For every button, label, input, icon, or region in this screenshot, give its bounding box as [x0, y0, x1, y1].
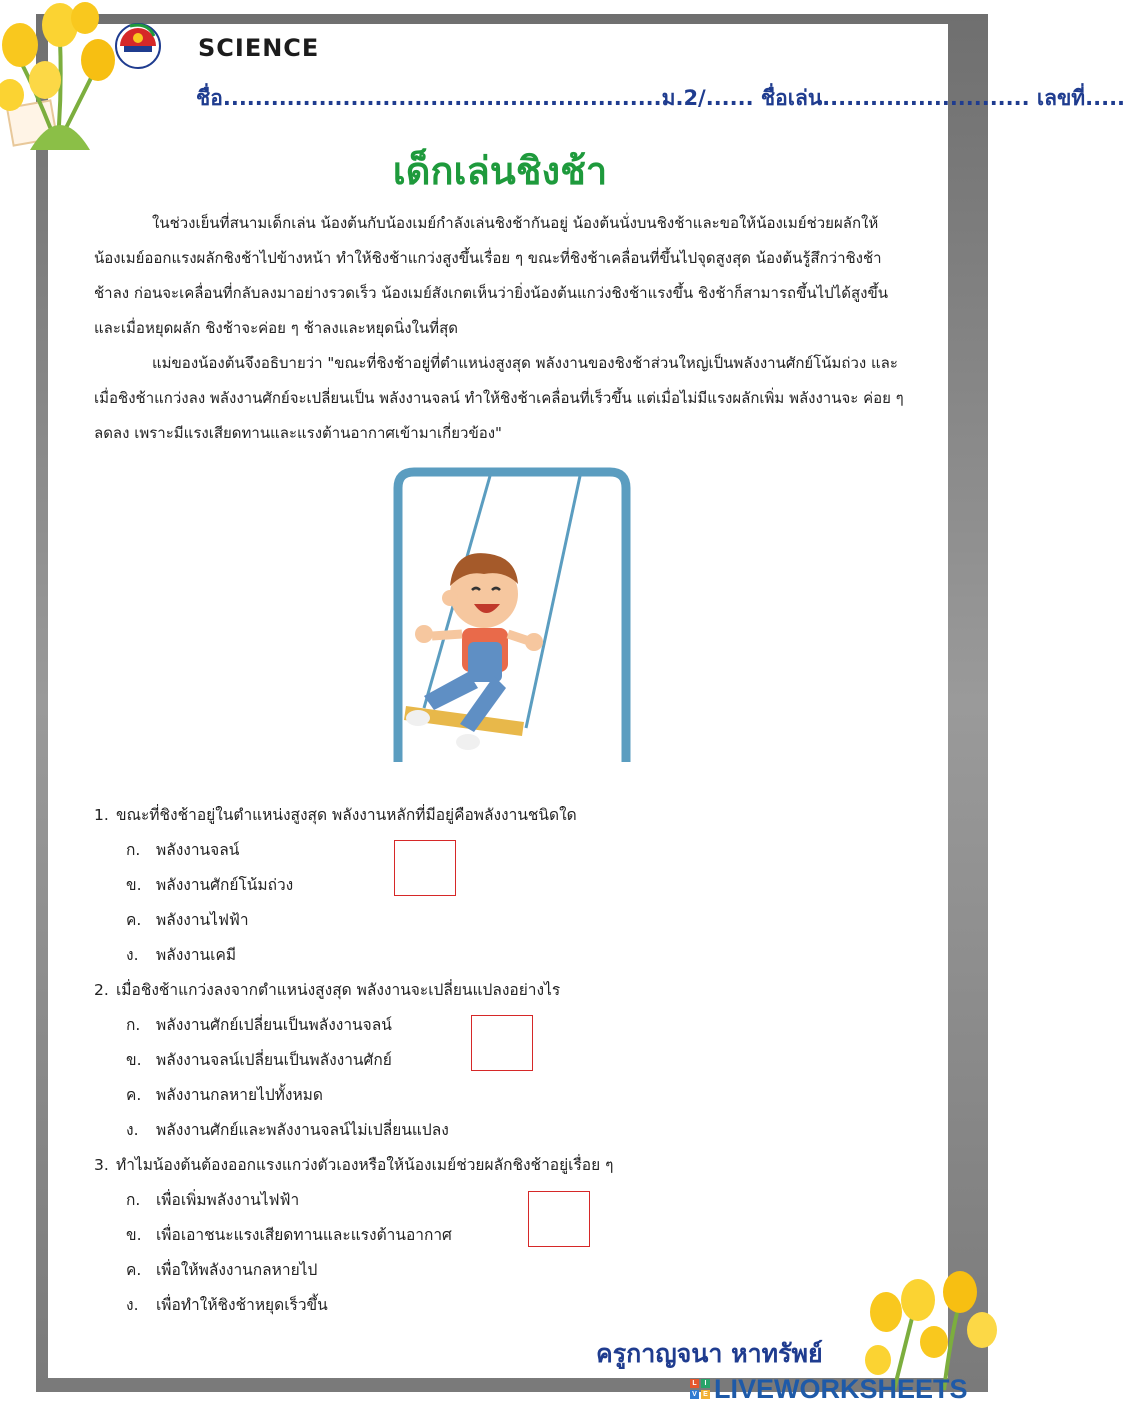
- school-logo-icon: [114, 22, 162, 70]
- badge-letter: L: [690, 1379, 699, 1388]
- question-number: 2.: [94, 981, 109, 999]
- question-label: ทำไมน้องต้นต้องออกแรงแกว่งตัวเองหรือให้น้องเมย์ช่วยผลักชิงช้าอยู่เรื่อย ๆ: [116, 1156, 614, 1174]
- brand-text: LIVEWORKSHEETS: [714, 1373, 968, 1404]
- option-item: [94, 938, 794, 973]
- question-label: ขณะที่ชิงช้าอยู่ในตำแหน่งสูงสุด พลังงานหลักที่มีอยู่คือพลังงานชนิดใด: [116, 806, 577, 824]
- liveworksheets-brand: [690, 1374, 968, 1404]
- badge-letter: I: [701, 1379, 710, 1388]
- option-letter: ข.: [126, 1051, 142, 1069]
- answer-box-question-3[interactable]: [528, 1191, 590, 1247]
- badge-letter: V: [690, 1390, 699, 1399]
- option-item: [94, 1008, 794, 1043]
- option-text: พลังงานจลน์: [156, 841, 240, 859]
- option-letter: ง.: [126, 1121, 139, 1139]
- option-item: [94, 1043, 794, 1078]
- option-letter: ข.: [126, 1226, 142, 1244]
- answer-box-question-2[interactable]: [471, 1015, 533, 1071]
- option-text: พลังงานศักย์โน้มถ่วง: [156, 876, 294, 894]
- option-letter: ค.: [126, 1086, 142, 1104]
- option-text: พลังงานไฟฟ้า: [156, 911, 249, 929]
- question-text: [94, 798, 794, 833]
- answer-box-question-1[interactable]: [394, 840, 456, 896]
- child-on-swing-illustration: [384, 466, 640, 766]
- badge-letter: E: [701, 1390, 710, 1399]
- option-letter: ค.: [126, 1261, 142, 1279]
- question-label: เมื่อชิงช้าแกว่งลงจากตำแหน่งสูงสุด พลังงานจะเปลี่ยนแปลงอย่างไร: [116, 981, 561, 999]
- option-item: [94, 1078, 794, 1113]
- option-text: เพื่อเพิ่มพลังงานไฟฟ้า: [156, 1191, 300, 1209]
- teacher-name: ครูกาญจนา หาทรัพย์: [596, 1339, 823, 1368]
- liveworksheets-logo-icon: [690, 1379, 710, 1399]
- option-text: พลังงานเคมี: [156, 946, 237, 964]
- option-item: [94, 903, 794, 938]
- option-letter: ก.: [126, 1191, 141, 1209]
- option-letter: ก.: [126, 841, 141, 859]
- story-paragraph-2: แม่ของน้องต้นจึงอธิบายว่า "ขณะที่ชิงช้าอยู่ที่ตำแหน่งสูงสุด พลังงานของชิงช้าส่วนใหญ่เป็นพลังงานศักย์โน้มถ่วง และเมื่อชิงช้าแกว่งลง พลังงานศักย์จะเปลี่ยนเป็น พลังงานจลน์ ทำให้ชิงช้าเคลื่อนที่เร็วขึ้น แต่เมื่อไม่มีแรงผลักเพิ่ม พลังงานจะ ค่อย ๆ ลดลง เพราะมีแรงเสียดทานและแรงต้านอากาศเข้ามาเกี่ยวข้อง": [94, 354, 904, 442]
- option-text: พลังงานกลหายไปทั้งหมด: [156, 1086, 323, 1104]
- option-text: เพื่อให้พลังงานกลหายไป: [156, 1261, 318, 1279]
- option-letter: ง.: [126, 946, 139, 964]
- option-text: เพื่อเอาชนะแรงเสียดทานและแรงต้านอากาศ: [156, 1226, 452, 1244]
- story-paragraph-1: ในช่วงเย็นที่สนามเด็กเล่น น้องต้นกับน้องเมย์กำลังเล่นชิงช้ากันอยู่ น้องต้นนั่งบนชิงช้าและขอให้น้องเมย์ช่วยผลักให้ น้องเมย์ออกแรงผลักชิงช้าไปข้างหน้า ทำให้ชิงช้าแกว่งสูงขึ้นเรื่อย ๆ ขณะที่ชิงช้าเคลื่อนที่ขึ้นไปจุดสูงสุด น้องต้นรู้สึกว่าชิงช้า ช้าลง ก่อนจะเคลื่อนที่กลับลงมาอย่างรวดเร็ว น้องเมย์สังเกตเห็นว่ายิ่งน้องต้นแกว่งชิงช้าแรงขึ้น ชิงช้าก็สามารถขึ้นไปได้สูงขึ้น และเมื่อหยุดผลัก ชิงช้าจะค่อย ๆ ช้าลงและหยุดนิ่งในที่สุด: [94, 214, 888, 337]
- option-item: [94, 1218, 794, 1253]
- question-number: 3.: [94, 1156, 109, 1174]
- question-number: 1.: [94, 806, 109, 824]
- question-text: [94, 973, 794, 1008]
- option-text: พลังงานศักย์เปลี่ยนเป็นพลังงานจลน์: [156, 1016, 392, 1034]
- option-letter: ง.: [126, 1296, 139, 1314]
- story-text: [94, 206, 904, 451]
- option-item: [94, 1288, 794, 1323]
- tulip-decoration-bottom-right-icon: [864, 1270, 1000, 1390]
- question-2: [94, 973, 794, 1148]
- option-item: [94, 1113, 794, 1148]
- option-letter: ก.: [126, 1016, 141, 1034]
- option-item: [94, 1253, 794, 1288]
- option-text: พลังงานศักย์และพลังงานจลน์ไม่เปลี่ยนแปลง: [156, 1121, 449, 1139]
- option-text: พลังงานจลน์เปลี่ยนเป็นพลังงานศักย์: [156, 1051, 392, 1069]
- option-text: เพื่อทำให้ชิงช้าหยุดเร็วขึ้น: [156, 1296, 328, 1314]
- option-letter: ค.: [126, 911, 142, 929]
- option-item: [94, 1183, 794, 1218]
- subject-label: SCIENCE: [198, 34, 320, 62]
- student-info-line: ชื่อ.......................................................ม.2/...... ชื่อเล่น.......................... เลขที่.....: [196, 86, 1125, 110]
- page-title: เด็กเล่นชิงช้า: [392, 149, 608, 193]
- question-text: [94, 1148, 794, 1183]
- option-letter: ข.: [126, 876, 142, 894]
- question-3: [94, 1148, 794, 1323]
